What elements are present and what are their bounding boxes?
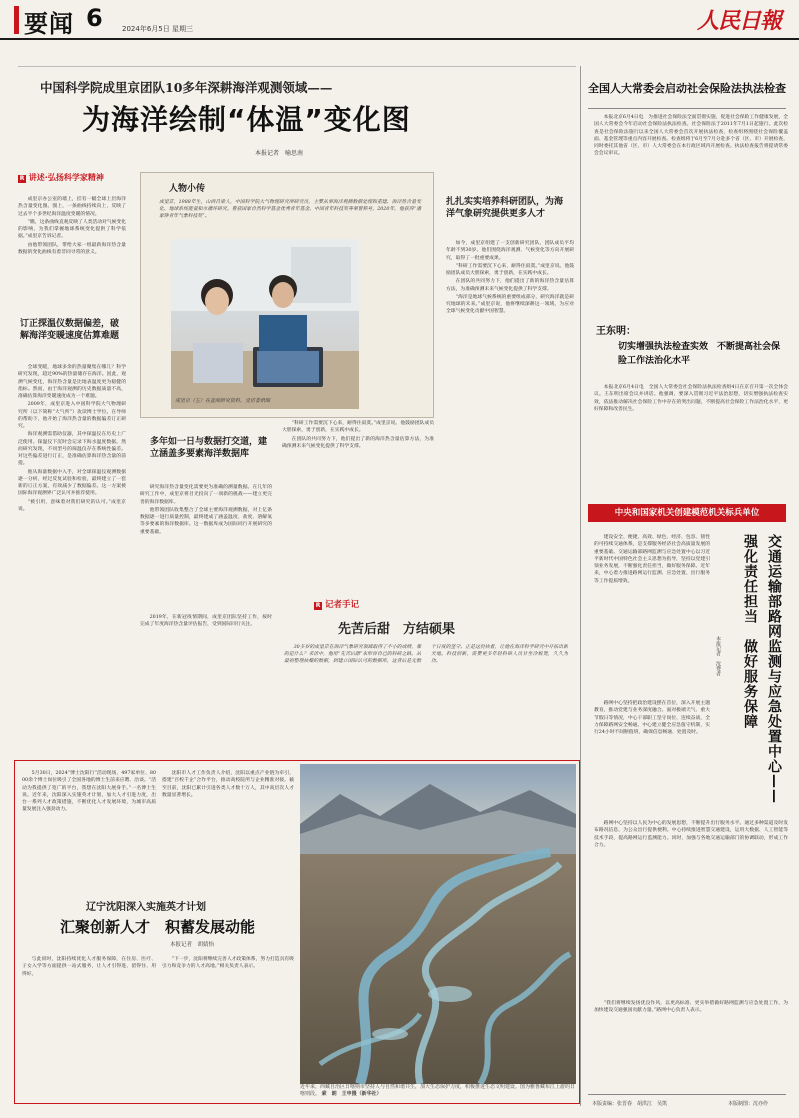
profile-text: 成里京，1988年生，山西吕梁人，中国科学院大气物理研究所研究员，主要从事海洋观测数据处理和重建、海洋热含量变化、地球系统能量和水循环研究。曾获国家自然科学基金优秀青年基金、中国青年科技奖等荣誉称号，2020年，他获得“潘家铮青年气象科技奖”。: [159, 200, 421, 219]
bottom-text: 5月30日，2024“博士沈阳行”活动现场，497家单位、8000余个博士岗位吸引了全国各地的博士生前来应聘、洽谈。“活动为我提供了宽广的平台，我想在沈阳大展身手。”一名博士生说。近年来，沈阳深入实施英才计划，加大人才引进力度，出台一系列人才政策措施，不断优化人才发展环境，为城市高质量发展注入强劲动力。: [22, 771, 156, 813]
lead-kicker: 中国科学院成里京团队10多年深耕海洋观测领域——: [40, 80, 333, 95]
column-label-icon: R: [19, 175, 25, 182]
lead-p7: “被引用，意味着对我们研究的认可。”成里京说。: [18, 499, 126, 512]
bottom-text-4: “下一步，沈阳将继续完善人才政策体系，努力打造具有吸引力和竞争力的人才高地。”相关负责人表示。: [162, 957, 294, 970]
right-mid-text: 建设安全、便捷、高效、绿色、经济、包容、韧性的可持续交通体系，是支撑服务经济社会高质量发展的重要基础。交通运输部路网监测与应急处置中心以习近平新时代中国特色社会主义思想为指导，坚持以党建引领业务发展，不断强化责任担当，做好服务保障。近年来，中心着力推进路网运行监测、应急处置、出行服务等工作提质增效。: [594, 535, 710, 584]
right-mid-byline: 本报记者 沈费者: [715, 636, 721, 676]
divider: [588, 108, 786, 109]
bottom-text-3: 与此同时，沈阳持续优化人才服务保障，在住房、医疗、子女入学等方面提供一站式服务，让人才引得进、留得住、用得好。: [22, 957, 156, 977]
bottom-byline: 本报记者 胡婧怡: [170, 942, 215, 948]
right-mid-title: 交通运输部路网监测与应急处置中心——强化责任担当 做好服务保障: [742, 534, 782, 804]
lead-column-2b: [140, 614, 272, 744]
lead-p14: “海洋是地球气候系统的重要组成部分，研究海洋就是研究地球的未来。”成里京说，他将继续深耕这一领域，为应对全球气候变化贡献中国智慧。: [446, 294, 574, 315]
lead-p3: 全球变暖，地球多余的热量聚集在哪儿？科学研究发现，超过90%的热量储存在海洋。因此，观测气候变化，海洋热含量是比地表温度更为稳健的指标。然而，由于海洋观测的历史数据质量不高，准确估算海洋变暖速度成为一个难题。: [18, 365, 126, 399]
landscape-caption-text: 近年来，西藏自治区日喀则市坚持人与自然和谐共生，加大生态保护力度，积极推进生态文明建设。图为雅鲁藏布江上游的日喀则段。: [300, 1084, 576, 1097]
reporter-notes-label: [314, 598, 414, 610]
lead-subhead-2: 多年如一日与数据打交道，建立涵盖多要素海洋数据库: [150, 437, 268, 459]
lead-column-1: [18, 196, 126, 316]
lead-p12-mid: “科研工作需要沉下心来，耐得住寂寞。”成里京说。他鼓励团队成员大胆探索，勇于创新，在实践中成长。: [282, 421, 434, 434]
lead-column-1b: [18, 364, 126, 744]
footer-divider: [588, 1094, 786, 1095]
lead-p2: 由他带领团队，带给大家一组最新海洋热含量数据的变化曲线有着非同寻常的意义。: [18, 242, 126, 255]
right-mid-text-3: 路网中心坚持以人民为中心的发展思想，不断提升出行服务水平。通过多种渠道及时发布路况信息，为公众出行提供便利。中心持续推进智慧交通建设，运用大数据、人工智能等技术手段，提高路网运行监测能力。同时，加强与各地交通运输部门的协调联动，形成工作合力。: [594, 821, 788, 848]
page-header: [0, 0, 799, 40]
bottom-text-2: 沈阳市人才工作负责人介绍，沈阳以重点产业链为牵引，搭建“百校千企”合作平台，推动高校院所与企业精准对接。截至目前，沈阳已累计引进各类人才数十万人，其中高层次人才数量显著增长。: [162, 771, 294, 798]
page-number: 6: [86, 4, 103, 32]
bottom-title-1: 辽宁沈阳深入实施英才计划: [86, 902, 206, 913]
lead-p8: 研究海洋热含量变化需要更为准确的测量数据。在几年的研究工作中，成里京将目光投向了一项新的挑战——建立更完善的海洋数据库。: [140, 485, 272, 505]
lead-p9: 他带领团队收集整合了全球主要海洋观测数据，对上亿条数据逐一进行质量控制，最终建成了涵盖温度、盐度、溶解氧等多要素的海洋数据库。这一数据库成为国际同行开展研究的重要基础。: [140, 507, 272, 535]
footer-design: 本版制图：沈亦伶: [728, 1101, 769, 1107]
issue-date: 2024年6月5日 星期三: [122, 25, 193, 33]
lead-subhead-3: 扎扎实实培养科研团队，为海洋气象研究提供更多人才: [446, 197, 564, 219]
right-mid-text-4: “我们将继续发扬优良作风，以更高标准、更实举措做好路网监测与应急处置工作，为加快建设交通强国贡献力量。”路网中心负责人表示。: [594, 1001, 788, 1014]
column-divider: [580, 66, 581, 1106]
photo-illustration: [171, 239, 359, 409]
lead-p13: 在团队的共同努力下，他们提出了新的海洋热含量估算方法，为准确预测未来气候变化提供了科学支撑。: [446, 279, 574, 292]
lead-p4: 2009年，成里京进入中国科学院大气物理研究所（以下简称“大气所”）攻读博士学位。在导师的帮助下，他开始了海洋热含量的数据偏差订正研究。: [18, 402, 126, 429]
lead-p13-mid: 在团队的共同努力下，他们提出了新的海洋热含量估算方法，为准确预测未来气候变化提供了科学支撑。: [282, 436, 434, 449]
landscape-caption: [300, 1084, 576, 1102]
profile-title: 人物小传: [169, 184, 206, 194]
lead-p10: 2019年，在新冠疫情期间，成里京团队坚持工作，按时完成了年度海洋热含量评估报告，受到国际同行关注。: [140, 615, 272, 628]
bottom-title-2: 汇聚创新人才 积蓄发展动能: [60, 918, 256, 936]
column-label-text: 讲述·弘扬科学家精神: [28, 173, 104, 182]
lead-p11: 如今，成里京组建了一支创新研究团队，团队成员平均年龄不到30岁。他们围绕海洋观测、气候变化等方向开展研究，取得了一批重要成果。: [446, 241, 574, 261]
divider: [18, 66, 576, 67]
right-top-author: 王东明：: [596, 326, 636, 337]
lead-column-2: [140, 484, 272, 614]
right-mid-text-2: 路网中心坚持把政治建设摆在首位，深入开展主题教育，推动党建与业务深度融合。面对极端天气、重大节假日等情况，中心干部职工坚守岗位、连续奋战，全力保障路网安全畅通。中心建立健全应急值守机制，实行24小时不间断值班，确保信息畅通、处置及时。: [594, 701, 710, 735]
landscape-credit: 索 朗 王申摄（新华社）: [321, 1091, 382, 1097]
notes-label-text: 记者手记: [324, 600, 359, 610]
banner-text: 中央和国家机关创建模范机关标兵单位: [614, 508, 760, 518]
lead-p12: “科研工作需要沉下心来，耐得住寂寞。”成里京说。他鼓励团队成员大胆探索，勇于创新，在实践中成长。: [446, 263, 574, 276]
lead-intro: 成里京办公室的墙上，挂有一幅全球上层海洋热含量变化图。图上，一条曲线持续向上，反映了过去半个多世纪海洋温度变暖的情况。: [18, 197, 126, 217]
landscape-photo: [300, 764, 576, 1084]
lead-column-mid: [282, 420, 434, 610]
notes-text: 30多岁的成里京在海洋气象研究领域取得了不小的成绩，靠的是什么？采访中，他用“先苦后甜”来形容自己的科研之路。从最初整理枯燥的数据，到建立国际认可的数据库，这背后是无数个日夜的坚守。正是这份执着，让他在海洋科学研究中开拓出新天地。科技创新，需要更多年轻科研人员甘坐冷板凳，久久为功。: [284, 645, 568, 665]
right-top-title: 全国人大常委会启动社会保险法执法检查: [588, 82, 786, 95]
notes-icon: R: [315, 602, 321, 609]
section-name: 要闻: [24, 10, 74, 38]
landscape-illustration: [300, 764, 576, 1084]
right-top-text: 本报北京6月4日电 为推进社会保险法全面贯彻实施，促进社会保险工作健康发展，全国人大常委会今年启动社会保险法执法检查。社会保险法于2011年7月1日起施行。此次检查是社会保险法施行以来全国人大常委会首次开展执法检查，检查组将围绕社会保险覆盖面、基金管理等重点内容开展检查。检查组将于6月至7月分赴多个省（区、市）开展检查，同时委托其他省（区、市）人大常委会在本行政区域内开展检查。执法检查报告将提请常委会会议审议。: [594, 115, 788, 157]
lead-title: 为海洋绘制“体温”变化图: [82, 103, 411, 136]
masthead-logo: 人民日報: [696, 8, 781, 34]
right-top-text-2: 本报北京6月4日电 全国人大常委会社会保险法执法检查组4日在京召开第一次全体会议。王东明出席会议并讲话。他强调，要深入贯彻习近平法治思想，切实增强执法检查实效，依法推动解决社会保险工作中存在的突出问题，不断提高社会保险工作法治化水平，更好保障和改善民生。: [594, 385, 788, 412]
lead-subhead-1: 订正探温仪数据偏差，破解海洋变暖速度估算难题: [20, 319, 120, 341]
notes-title: 先苦后甜 方结硕果: [338, 622, 456, 637]
right-mid-banner: [588, 504, 786, 522]
lead-p5: 海洋观测需借助仪器，其中探温仪在历史上广泛使用。探温仪下沉时会记录下海水温度数据。然而研究发现，不同型号的探温仪存在系统性偏差。对这些偏差进行订正，是准确估算海洋热含量的前提。: [18, 432, 126, 467]
profile-box: [140, 172, 434, 418]
lead-p6: 他从海量数据中入手，对全球探温仪观测数据逐一分析，经过反复试验和检验，最终建立了一套新的订正方案，有效减少了数据偏差。这一方案被国际海洋观测界广泛认可并推荐使用。: [18, 469, 126, 497]
lead-byline: 本报记者 喻思南: [255, 150, 304, 157]
footer-editor: 本版责编：张晋春 胡洪江 吴凯: [592, 1101, 668, 1107]
lead-p1: “瞧，这条曲线直观反映了人类活动对气候变化的影响，为我们掌握地球系统变化提供了科学依据。”成里京告诉记者。: [18, 219, 126, 240]
photo-caption: 成里京（左）在查阅研究资料。受访者供图: [175, 398, 271, 404]
scientist-photo: [171, 239, 359, 409]
right-top-subhead: 切实增强执法检查实效 不断提高社会保险工作法治化水平: [618, 342, 781, 366]
